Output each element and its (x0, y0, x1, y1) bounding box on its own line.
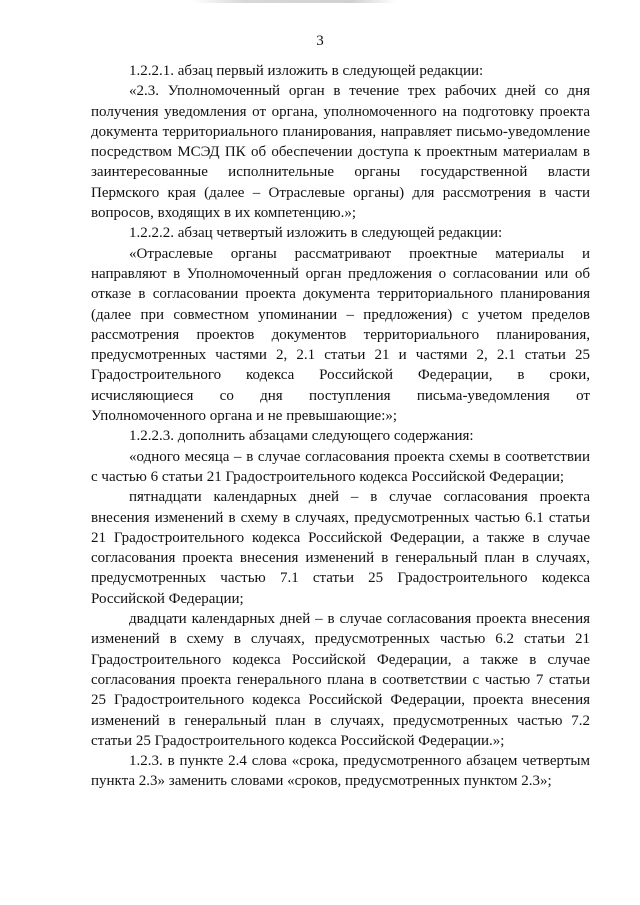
paragraph-clause-2-3: «2.3. Уполномоченный орган в течение трех рабочих дней со дня получения уведомления от органа, уполномоченного на подготовку проекта документа территориального планирования, направляет письмо-уведомление посредством МСЭД ПК об обеспечении доступа к проектным материалам в заинтересованные исполнительные органы государственной власти Пермского края (далее – Отраслевые органы) для рассмотрения в части вопросов, входящих в их компетенцию.»; (91, 83, 590, 222)
paragraph-1-2-2-2: 1.2.2.2. абзац четвертый изложить в следующей редакции: (129, 225, 503, 242)
paragraph-sectoral-bodies: «Отраслевые органы рассматривают проектные материалы и направляют в Уполномоченный орган предложения о согласовании или об отказе в согласовании проекта документа территориального планирования (далее при совместном упоминании – предложения) с учетом пределов рассмотрения проектов документов территориального планирования, предусмотренных частями 2, 2.1 статьи 21 и частями 2, 2.1 статьи 25 Градостроительного кодекса Российской Федерации, в сроки, исчисляющиеся со дня поступления письма-уведомления от Уполномоченного органа и не превышающие:»; (91, 245, 590, 425)
paragraph-twenty-days: двадцати календарных дней – в случае согласования проекта внесения изменений в схему в случаях, предусмотренных частью 6.2 статьи 21 Градостроительного кодекса Российской Федерации, а также в случае согласования проекта генерального плана в соответствии с частью 7 статьи 25 Градостроительного кодекса Российской Федерации, проекта внесения изменений в генеральный план в случаях, предусмотренных частью 7.2 статьи 25 Градостроительного кодекса Российской Федерации.»; (91, 611, 590, 749)
paragraph-fifteen-days: пятнадцати календарных дней – в случае согласования проекта внесения изменений в схему в случаях, предусмотренных частью 6.1 статьи 21 Градостроительного кодекса Российской Федерации, а также в случае согласования проекта внесения изменений в генеральный план в случаях, предусмотренных частью 7.1 статьи 25 Градостроительного кодекса Российской Федерации; (91, 489, 590, 607)
paragraph-1-2-2-1: 1.2.2.1. абзац первый изложить в следующей редакции: (129, 63, 484, 79)
paragraph-one-month: «одного месяца – в случае согласования проекта схемы в соответствии с частью 6 статьи 21 Градостроительного кодекса Российской Федерации; (91, 448, 590, 485)
document-body (91, 61, 590, 792)
page-number: 3 (316, 33, 324, 49)
paragraph-1-2-2-3: 1.2.2.3. дополнить абзацами следующего содержания: (129, 428, 474, 445)
paragraph-1-2-3: 1.2.3. в пункте 2.4 слова «срока, предусмотренного абзацем четвертым пункта 2.3» заменить словами «сроков, предусмотренных пунктом 2.3»; (91, 753, 590, 790)
scan-edge-mark (0, 0, 640, 3)
